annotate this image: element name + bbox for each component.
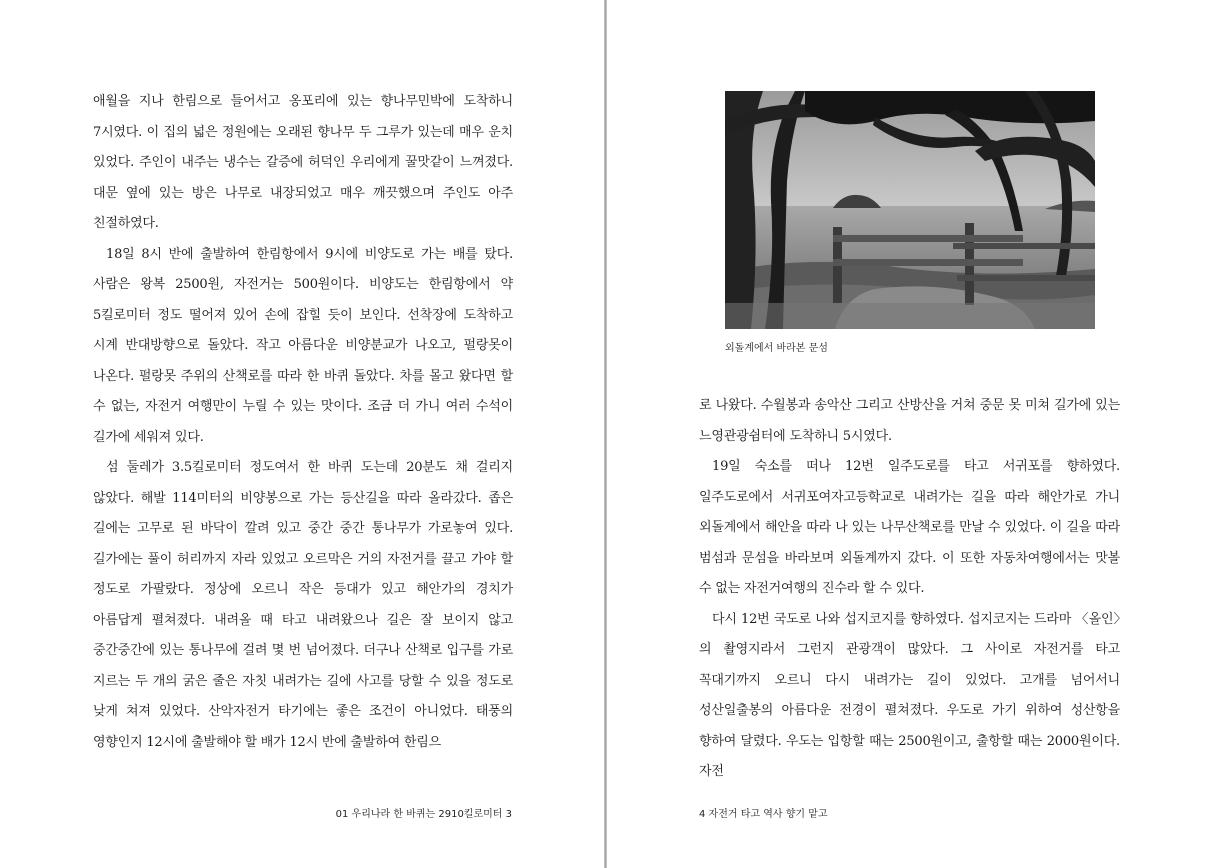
left-paragraph-2: 18일 8시 반에 출발하여 한림항에서 9시에 비양도로 가는 배를 탔다. 사람은 왕복 2500원, 자전거는 500원이다. 비양도는 한림항에서 약 5킬로미터 정도 떨어져 있어 손에 잡힐 듯이 보인다. 선착장에 도착하고 시계 반대방향으로 돌았다. 작고 아름다운 비양분교가 나오고, 펄랑못이 나온다. 펄랑못 주위의 산책로를 따라 한 바퀴 돌았다. 차를 몰고 왔다면 할 수 없는, 자전거 여행만이 누릴 수 있는 맛이다. 조금 더 가니 여러 수석이 길가에 세워져 있다.	[93, 246, 513, 445]
right-page-body-text	[699, 391, 1120, 788]
right-paragraph-3: 다시 12번 국도로 나와 섭지코지를 향하였다. 섭지코지는 드라마 〈올인〉의 촬영지라서 그런지 관광객이 많았다. 그 사이로 자전거를 타고 꼭대기까지 오르니 다시 내려가는 길이 있었다. 고개를 넘어서니 성산일출봉의 아름다운 전경이 펼쳐졌다. 우도로 가기 위하여 성산항을 향하여 달렸다. 우도는 입항할 때는 2500원이고, 출항할 때는 2000원이다. 자전	[699, 611, 1120, 779]
photo-caption: 외돌계에서 바라본 문섬	[725, 343, 828, 354]
right-page	[607, 0, 1210, 868]
left-paragraph-1: 애월을 지나 한림으로 들어서고 옹포리에 있는 향나무민박에 도착하니 7시였다. 이 집의 넓은 정원에는 오래된 향나무 두 그루가 있는데 매우 운치 있었다. 주인이 내주는 냉수는 갈증에 허덕인 우리에게 꿀맛같이 느껴졌다. 대문 옆에 있는 방은 나무로 내장되었고 매우 깨끗했으며 주인도 아주 친절하였다.	[93, 94, 513, 231]
right-paragraph-1: 로 나왔다. 수월봉과 송악산 그리고 산방산을 거쳐 중문 못 미쳐 길가에 있는 느영관광쉼터에 도착하니 5시였다.	[699, 398, 1120, 444]
right-page-footer: 4 자전거 타고 역사 향기 맡고	[699, 809, 828, 820]
coastal-pine-photo	[725, 91, 1095, 329]
left-paragraph-3: 섬 둘레가 3.5킬로미터 정도여서 한 바퀴 도는데 20분도 채 걸리지 않았다. 해발 114미터의 비양봉으로 가는 등산길을 따라 올라갔다. 좁은 길에는 고무로 된 바닥이 깔려 있고 중간 중간 통나무가 가로놓여 있다. 길가에는 풀이 허리까지 자라 있었고 오르막은 거의 자전거를 끌고 가야 할 정도로 가팔랐다. 정상에 오르니 작은 등대가 있고 해안가의 경치가 아름답게 펼쳐졌다. 내려올 때 타고 내려왔으나 길은 잘 보이지 않고 중간중간에 있는 통나무에 걸려 몇 번 넘어졌다. 더구나 산책로 입구를 가로 지르는 두 개의 굵은 줄은 자칫 내려가는 길에 사고를 당할 수 있을 정도로 낮게 쳐져 있었다. 산악자전거 타기에는 좋은 조건이 아니었다. 태풍의 영향인지 12시에 출발해야 할 배가 12시 반에 출발하여 한림으	[93, 460, 513, 750]
right-paragraph-2: 19일 숙소를 떠나 12번 일주도로를 타고 서귀포를 향하였다. 일주도로에서 서귀포여자고등학교로 내려가는 길을 따라 해안가로 가니 외돌계에서 해안을 따라 나 있는 나무산책로를 만날 수 있었다. 이 길을 따라 범섬과 문섬을 바라보며 외돌계까지 갔다. 이 또한 자동차여행에서는 맛볼 수 없는 자전거여행의 진수라 할 수 있다.	[699, 459, 1120, 596]
left-page-body-text	[93, 87, 513, 758]
left-page	[0, 0, 604, 868]
left-page-footer: 01 우리나라 한 바퀴는 2910킬로미터 3	[335, 809, 512, 820]
